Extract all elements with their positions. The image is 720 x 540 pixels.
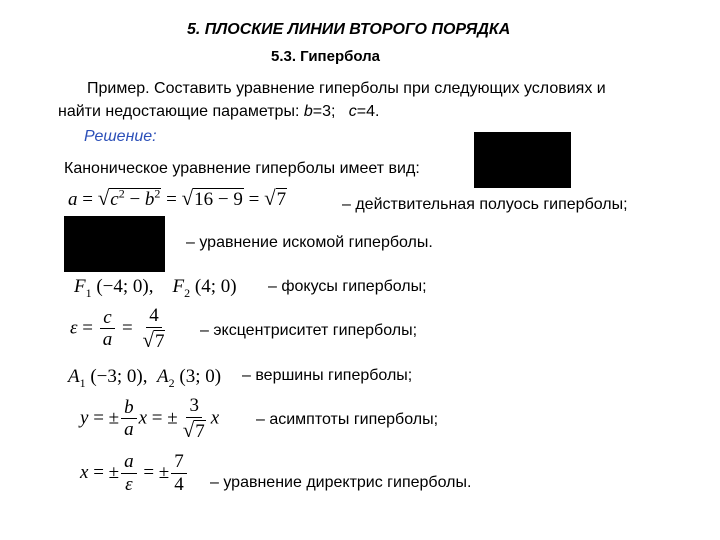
ecc-eps: ε — [70, 317, 78, 339]
vert-a1: A — [68, 366, 80, 387]
var-b: b — [303, 103, 313, 120]
dir-eq2: = ± — [138, 461, 170, 483]
frac-c-a — [100, 308, 116, 351]
asymptotes-text: – асимптоты гиперболы; — [256, 411, 439, 428]
redacted-hyperbola-equation — [64, 216, 165, 272]
ecc-num2: 4 — [146, 306, 162, 328]
dir-x: x — [80, 461, 89, 483]
f1-eq2: = — [161, 189, 182, 210]
problem-text-1: . Составить уравнение гиперболы при следующих условиях и — [145, 80, 606, 97]
foci-1: 1 — [85, 285, 92, 300]
foci-f2: F — [172, 276, 185, 297]
vert-a2: A — [157, 366, 169, 387]
c-value: =4. — [356, 103, 380, 120]
b-value: =3; — [312, 103, 336, 120]
f1-minus: − — [124, 189, 145, 210]
foci-2-coords: (4; 0) — [190, 276, 237, 297]
asy-eq: = ± — [88, 407, 120, 429]
ecc-eq: = — [77, 317, 98, 339]
foci-text: – фокусы гиперболы; — [268, 278, 427, 295]
directrices-text: – уравнение директрис гиперболы. — [210, 474, 472, 491]
foci-f1: F — [74, 276, 86, 297]
semi-axis-formula — [68, 186, 287, 211]
f1-c: c — [110, 189, 119, 210]
redacted-canonical-formula — [474, 132, 571, 188]
problem-text-2: найти недостающие параметры: — [58, 103, 304, 120]
frac-3-sqrt7: $\frac{3}{√7}$ — [182, 395, 205, 442]
f1-sq1: 2 — [118, 186, 125, 201]
eccentricity-formula — [70, 306, 170, 352]
sqrt-c2-b2: $√c^2 - b^2$ — [97, 186, 161, 210]
ecc-den2: 7 — [154, 330, 165, 352]
f1-seven: 7 — [276, 189, 287, 210]
problem-label: Пример — [87, 80, 146, 97]
vertices-formula — [68, 366, 221, 391]
solution-word: Решение — [84, 128, 153, 145]
frac-a-eps — [121, 452, 137, 495]
page-title: 5. ПЛОСКИЕ ЛИНИИ ВТОРОГО ПОРЯДКА — [187, 21, 511, 38]
f1-eq: = — [77, 189, 98, 210]
dir-den1: ε — [125, 473, 133, 495]
var-c: c — [348, 103, 357, 120]
sqrt-7: √7 — [264, 186, 287, 210]
section-subtitle: 5.3. Гипербола — [271, 48, 381, 65]
vert-1: 1 — [79, 375, 86, 390]
canonical-text: Каноническое уравнение гиперболы имеет вид: — [64, 160, 420, 177]
asy-num1: b — [121, 398, 137, 420]
frac-b-a — [121, 398, 137, 441]
asy-den1: a — [124, 419, 134, 441]
f1-eq3: = — [243, 189, 265, 210]
foci-formula — [74, 276, 237, 301]
directrices-formula — [80, 452, 189, 495]
f1-a: a — [68, 189, 78, 210]
dir-num2: 7 — [171, 452, 187, 474]
f1-sq2: 2 — [154, 186, 161, 201]
asy-eq2: = ± — [147, 407, 178, 429]
sqrt-16-9: √16 − 9 — [181, 186, 243, 210]
vert-1-coords: (−3; 0), — [85, 366, 148, 387]
f1-num: 16 − 9 — [194, 189, 243, 210]
foci-2: 2 — [184, 285, 191, 300]
vert-2-coords: (3; 0) — [174, 366, 222, 387]
asy-num2: 3 — [186, 396, 202, 418]
asy-x2: x — [210, 407, 220, 429]
problem-line-1 — [87, 80, 606, 98]
asymptotes-formula — [80, 396, 219, 442]
frac-7-4 — [171, 452, 187, 495]
solution-colon: : — [152, 128, 157, 145]
ecc-den1: a — [102, 329, 113, 351]
asy-den2: 7 — [195, 420, 205, 442]
dir-den2: 4 — [174, 473, 184, 495]
frac-4-sqrt7: $\frac{4}{√7}$ — [142, 305, 165, 352]
solution-label — [84, 128, 157, 146]
vertices-text: – вершины гиперболы; — [242, 367, 413, 384]
equation-text: – уравнение искомой гиперболы. — [186, 234, 433, 251]
dir-num1: a — [121, 452, 137, 474]
dir-eq: = ± — [88, 461, 120, 483]
problem-line-2 — [58, 103, 379, 121]
ecc-num1: c — [100, 308, 114, 330]
ecc-eq2: = — [117, 317, 138, 339]
eccentricity-text: – эксцентриситет гиперболы; — [200, 322, 418, 339]
semi-axis-text: – действительная полуось гиперболы; — [342, 196, 628, 213]
vert-2: 2 — [168, 375, 175, 390]
foci-1-coords: (−4; 0), — [91, 276, 154, 297]
asy-y: y — [80, 407, 89, 429]
asy-x: x — [138, 407, 148, 429]
f1-b: b — [144, 189, 155, 210]
